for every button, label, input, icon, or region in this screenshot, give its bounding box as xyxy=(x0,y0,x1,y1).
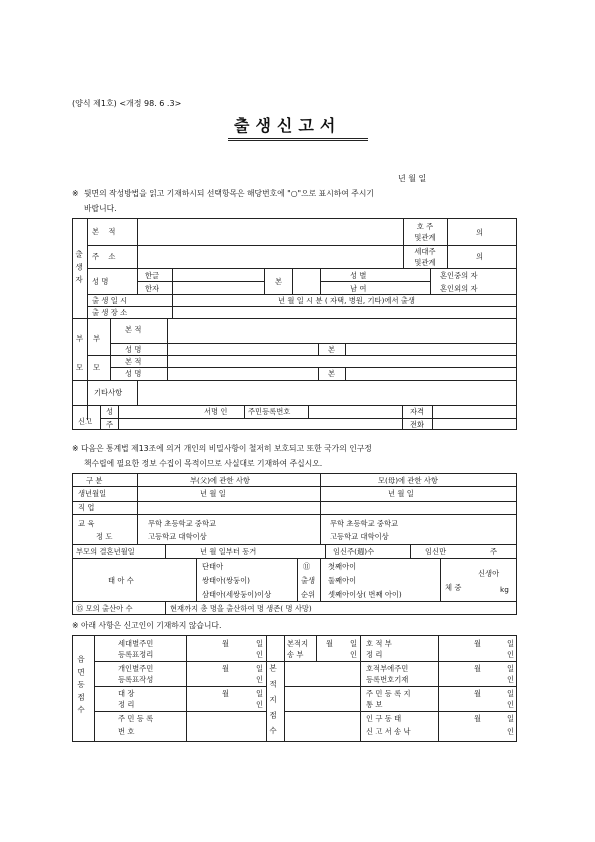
label-parents-mo: 모 xyxy=(76,363,84,372)
month-3b: 월 xyxy=(474,689,482,698)
birth-report-table xyxy=(72,218,517,430)
month-1a: 월 xyxy=(222,639,230,648)
label-bonjeok: 본 적 xyxy=(92,227,119,236)
option-twins: 쌍태아(쌍둥이) xyxy=(202,576,250,585)
label-name: 성 명 xyxy=(92,277,109,286)
day-3a: 일 xyxy=(256,689,264,698)
label-hoju-relation: 호 주 및관계 xyxy=(414,222,436,242)
seal-mid: 인 xyxy=(350,650,358,659)
instruction-line-2: 바랍니다. xyxy=(84,204,117,213)
label-origin-receipt: 본적지접수 xyxy=(268,664,278,742)
form-number: (양식 제1호) <개정 98. 6 .3> xyxy=(72,99,182,108)
label-marriage-date: 부모의 결혼년월일 xyxy=(76,547,135,556)
month-mid: 월 xyxy=(326,639,334,648)
day-3b: 일 xyxy=(507,689,515,698)
label-male-female: 남 여 xyxy=(350,284,367,293)
label-mother-bonjeok: 본 적 xyxy=(125,357,142,366)
mother-birthdate: 년 월 일 xyxy=(388,489,414,498)
label-father-name: 성 명 xyxy=(125,345,142,354)
option-triplets: 삼태아(세쌍둥이)이상 xyxy=(202,590,272,599)
birth-datetime-value: 년 월 일 시 분 ( 자택, 병원, 기타)에서 출생 xyxy=(278,296,415,305)
label-send: 송 부 xyxy=(287,650,304,659)
label-sedaeju-relation: 세대주 및관계 xyxy=(414,247,436,267)
label-population-2: 신 고 서 송 낙 xyxy=(366,727,411,736)
label-ui-2: 의 xyxy=(476,252,484,261)
marriage-date-value: 년 월 일부터 동거 xyxy=(200,547,257,556)
label-origin-top: 본적지 xyxy=(287,639,309,648)
label-newborn: 신생아 xyxy=(478,569,500,578)
label-pregnancy-full: 임신만 xyxy=(425,547,447,556)
label-reporter-seong: 성 xyxy=(106,407,114,416)
mother-education-row1: 무학 초등학교 중학교 xyxy=(330,519,399,528)
label-weight: 체 중 xyxy=(445,583,462,592)
label-pregnancy-weeks: 임신주(週)수 xyxy=(333,547,375,556)
label-household-reg-2: 등록표정리 xyxy=(118,650,154,659)
father-education-row1: 무학 초등학교 중학교 xyxy=(148,519,217,528)
label-mother-name: 성 명 xyxy=(125,369,142,378)
page-title: 출생신고서 xyxy=(234,116,342,135)
label-hangeul: 한글 xyxy=(145,271,160,280)
label-reporter: 신고 xyxy=(78,417,93,426)
label-birthdate: 생년월일 xyxy=(78,489,107,498)
option-first-child: 첫째아이 xyxy=(328,562,357,571)
label-qualification: 자격 xyxy=(410,407,425,416)
title-underline xyxy=(228,138,368,139)
label-mother-bon: 본 xyxy=(328,369,336,378)
month-1b: 월 xyxy=(474,639,482,648)
label-mother-header: 모(母)에 관한 사항 xyxy=(378,476,438,485)
seal-4b: 인 xyxy=(507,727,515,736)
label-signature: 서명 인 xyxy=(204,407,228,416)
day-2a: 일 xyxy=(256,664,264,673)
statistics-notice-2: 책수립에 필요한 정보 수집이 목적이므로 사실대로 기재하여 주십시오. xyxy=(84,459,323,468)
seal-1b: 인 xyxy=(507,650,515,659)
label-gubun: 구 분 xyxy=(86,476,103,485)
label-other-matters: 기타사항 xyxy=(94,388,123,397)
label-education: 교 육 xyxy=(78,519,95,528)
date-line: 년 월 일 xyxy=(398,174,427,183)
label-resident-number: 주민등록번호 xyxy=(248,407,291,416)
label-father-bon: 본 xyxy=(328,345,336,354)
label-birth-datetime: 출 생 일 시 xyxy=(92,296,128,305)
label-reporter-ju: 주 xyxy=(106,420,114,429)
label-education-degree: 정 도 xyxy=(96,532,113,541)
office-use-notice: ※ 아래 사항은 신고인이 기재하지 않습니다. xyxy=(72,621,222,630)
label-father-bonjeok: 본 적 xyxy=(125,325,142,334)
seal-1a: 인 xyxy=(256,650,264,659)
month-4b: 월 xyxy=(474,714,482,723)
label-hanja: 한자 xyxy=(145,284,160,293)
label-occupation: 직 업 xyxy=(78,503,95,512)
label-phone: 전화 xyxy=(410,420,425,429)
label-bon: 본 xyxy=(275,277,283,286)
label-register-1: 대 장 xyxy=(118,689,135,698)
label-resident-place-1: 주 민 등 록 지 xyxy=(366,689,411,698)
label-resident-place-2: 통 보 xyxy=(366,700,383,709)
instruction-line-1: 뒷면의 작성방법을 읽고 기재하시되 선택항목은 해당번호에 "○"으로 표시하여 주시기 xyxy=(84,189,374,198)
child-section-label: 출생자 xyxy=(74,250,84,288)
title-underline-2 xyxy=(228,140,368,141)
label-parents-bu: 부 xyxy=(76,334,84,343)
father-education-row2: 고등학교 대학이상 xyxy=(148,532,207,541)
label-family-register-1: 호 적 부 xyxy=(366,639,392,648)
seal-3a: 인 xyxy=(256,700,264,709)
option-second-child: 둘째아이 xyxy=(328,576,357,585)
mother-births-value: 현재까지 총 명을 출산하여 명 생존( 명 사망) xyxy=(170,604,312,613)
day-1a: 일 xyxy=(256,639,264,648)
label-individual-reg-2: 등록표작성 xyxy=(118,675,154,684)
label-population-1: 인 구 동 태 xyxy=(366,714,402,723)
label-juso: 주 소 xyxy=(92,252,119,261)
option-single: 단태아 xyxy=(202,562,224,571)
seal-2a: 인 xyxy=(256,675,264,684)
label-resident-no-2: 번 호 xyxy=(118,727,135,736)
label-mother: 모 xyxy=(93,363,101,372)
label-father: 부 xyxy=(93,334,101,343)
statistics-notice-1: ※ 다음은 통계법 제13조에 의거 개인의 비밀사항이 철저히 보호되고 또한 국가의 인구정 xyxy=(72,444,372,453)
label-reg-number-2: 등록번호기재 xyxy=(366,675,409,684)
mother-education-row2: 고등학교 대학이상 xyxy=(330,532,389,541)
label-reg-number-1: 호적부에주민 xyxy=(366,664,409,673)
label-resident-no-1: 주 민 등 록 xyxy=(118,714,154,723)
circle-11: ⑪ xyxy=(303,562,311,571)
day-2b: 일 xyxy=(507,664,515,673)
day-4b: 일 xyxy=(507,714,515,723)
label-nonmarital-child: 혼인외의 자 xyxy=(440,284,478,293)
instruction-mark: ※ xyxy=(72,189,79,198)
label-weeks-unit: 주 xyxy=(490,547,498,556)
label-register-2: 정 리 xyxy=(118,700,135,709)
seal-2b: 인 xyxy=(507,675,515,684)
option-third-child: 셋째아이상( 번째 아이) xyxy=(328,590,402,599)
label-sex: 성 별 xyxy=(350,271,367,280)
label-fetus-count: 태 아 수 xyxy=(108,576,134,585)
month-2a: 월 xyxy=(222,664,230,673)
label-family-register-2: 정 리 xyxy=(366,650,383,659)
label-mother-births: ⑮ 모의 출산아 수 xyxy=(76,604,133,613)
father-birthdate: 년 월 일 xyxy=(200,489,226,498)
label-father-header: 부(父)에 관한 사항 xyxy=(190,476,250,485)
day-1b: 일 xyxy=(507,639,515,648)
label-birth-order-1: 출생 xyxy=(301,576,316,585)
label-kg: kg xyxy=(500,585,509,594)
month-3a: 월 xyxy=(222,689,230,698)
label-ui: 의 xyxy=(476,228,484,237)
seal-3b: 인 xyxy=(507,700,515,709)
label-household-reg-1: 세대별주민 xyxy=(118,639,154,648)
label-individual-reg-1: 개인별주민 xyxy=(118,664,154,673)
month-2b: 월 xyxy=(474,664,482,673)
label-birth-place: 출 생 장 소 xyxy=(92,308,128,317)
label-birth-order-2: 순위 xyxy=(301,590,316,599)
label-marital-child: 혼인중의 자 xyxy=(440,271,478,280)
day-mid: 일 xyxy=(350,639,358,648)
label-eupmyeondong: 읍면동접수 xyxy=(76,655,86,718)
